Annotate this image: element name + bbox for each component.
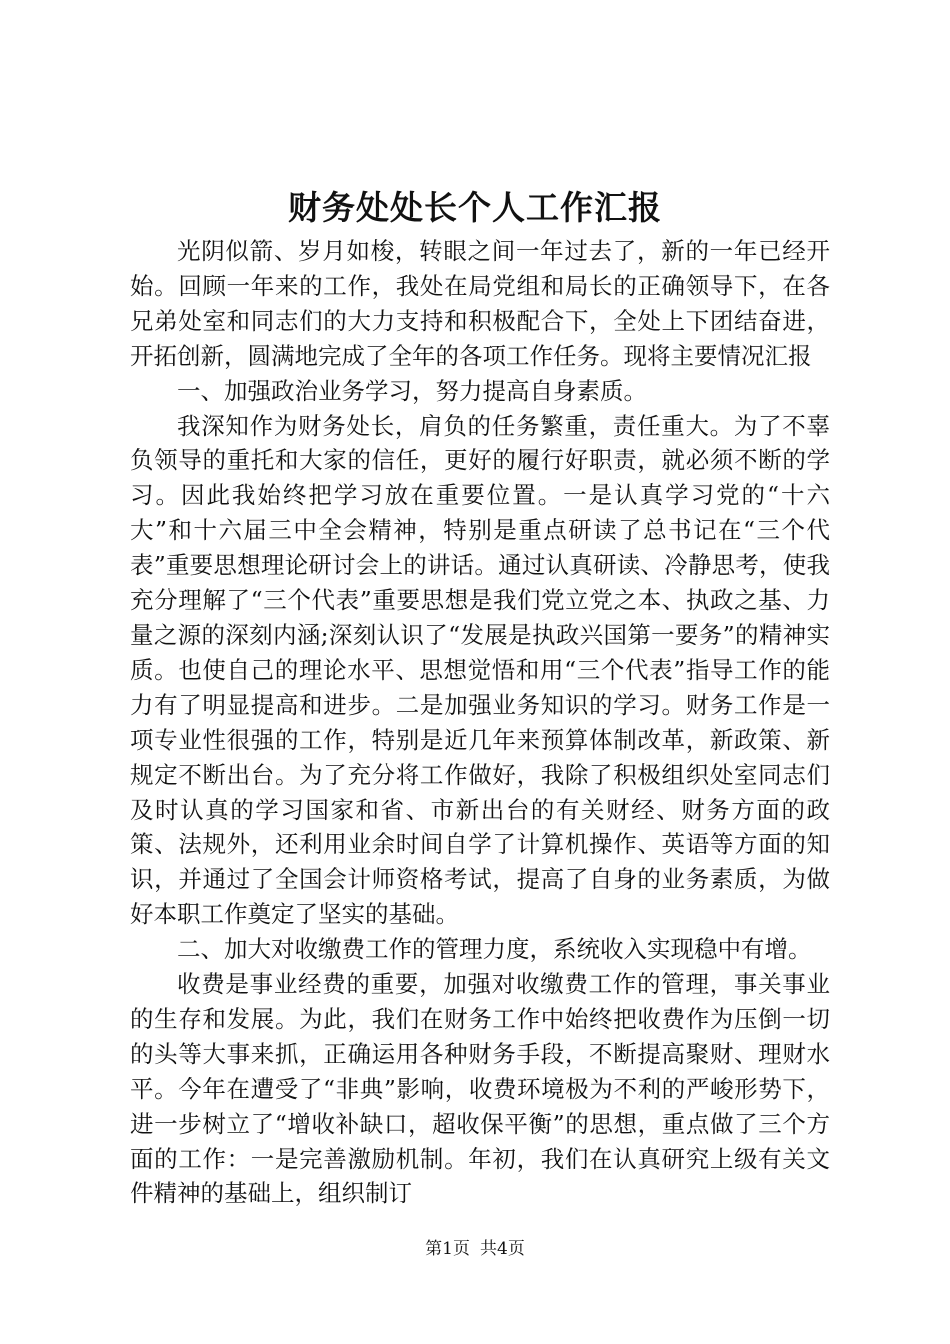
- section-heading-1: 一、加强政治业务学习，努力提高自身素质。: [177, 376, 647, 405]
- document-body: [130, 234, 830, 1211]
- paragraph-fees: 收费是事业经费的重要，加强对收缴费工作的管理，事关事业的生存和发展。为此，我们在财务工作中始终把收费作为压倒一切的头等大事来抓，正确运用各种财务手段，不断提高聚财、理财水平。今年在遭受了“非典”影响，收费环境极为不利的严峻形势下，进一步树立了“增收补缺口，超收保平衡”的思想，重点做了三个方面的工作：一是完善激励机制。年初，我们在认真研究上级有关文件精神的基础上，组织制订: [130, 970, 830, 1208]
- page-number: 第1页: [425, 1239, 470, 1259]
- page-footer: [0, 1238, 950, 1260]
- paragraph-study: 我深知作为财务处长，肩负的任务繁重，责任重大。为了不辜负领导的重托和大家的信任，更好的履行好职责，就必须不断的学习。因此我始终把学习放在重要位置。一是认真学习党的“十六大”和十六届三中全会精神，特别是重点研读了总书记在“三个代表”重要思想理论研讨会上的讲话。通过认真研读、冷静思考，使我充分理解了“三个代表”重要思想是我们党立党之本、执政之基、力量之源的深刻内涵;深刻认识了“发展是执政兴国第一要务”的精神实质。也使自己的理论水平、思想觉悟和用“三个代表”指导工作的能力有了明显提高和进步。二是加强业务知识的学习。财务工作是一项专业性很强的工作，特别是近几年来预算体制改革，新政策、新规定不断出台。为了充分将工作做好，我除了积极组织处室同志们及时认真的学习国家和省、市新出台的有关财经、财务方面的政策、法规外，还利用业余时间自学了计算机操作、英语等方面的知识，并通过了全国会计师资格考试，提高了自身的业务素质，为做好本职工作奠定了坚实的基础。: [130, 411, 830, 929]
- document-title: 财务处处长个人工作汇报: [288, 188, 662, 227]
- page-total: 共4页: [480, 1239, 525, 1259]
- section-heading-2: 二、加大对收缴费工作的管理力度，系统收入实现稳中有增。: [177, 935, 812, 964]
- paragraph-intro: 光阴似箭、岁月如梭，转眼之间一年过去了，新的一年已经开始。回顾一年来的工作，我处在局党组和局长的正确领导下，在各兄弟处室和同志们的大力支持和积极配合下，全处上下团结奋进，开拓创新，圆满地完成了全年的各项工作任务。现将主要情况汇报: [130, 237, 830, 370]
